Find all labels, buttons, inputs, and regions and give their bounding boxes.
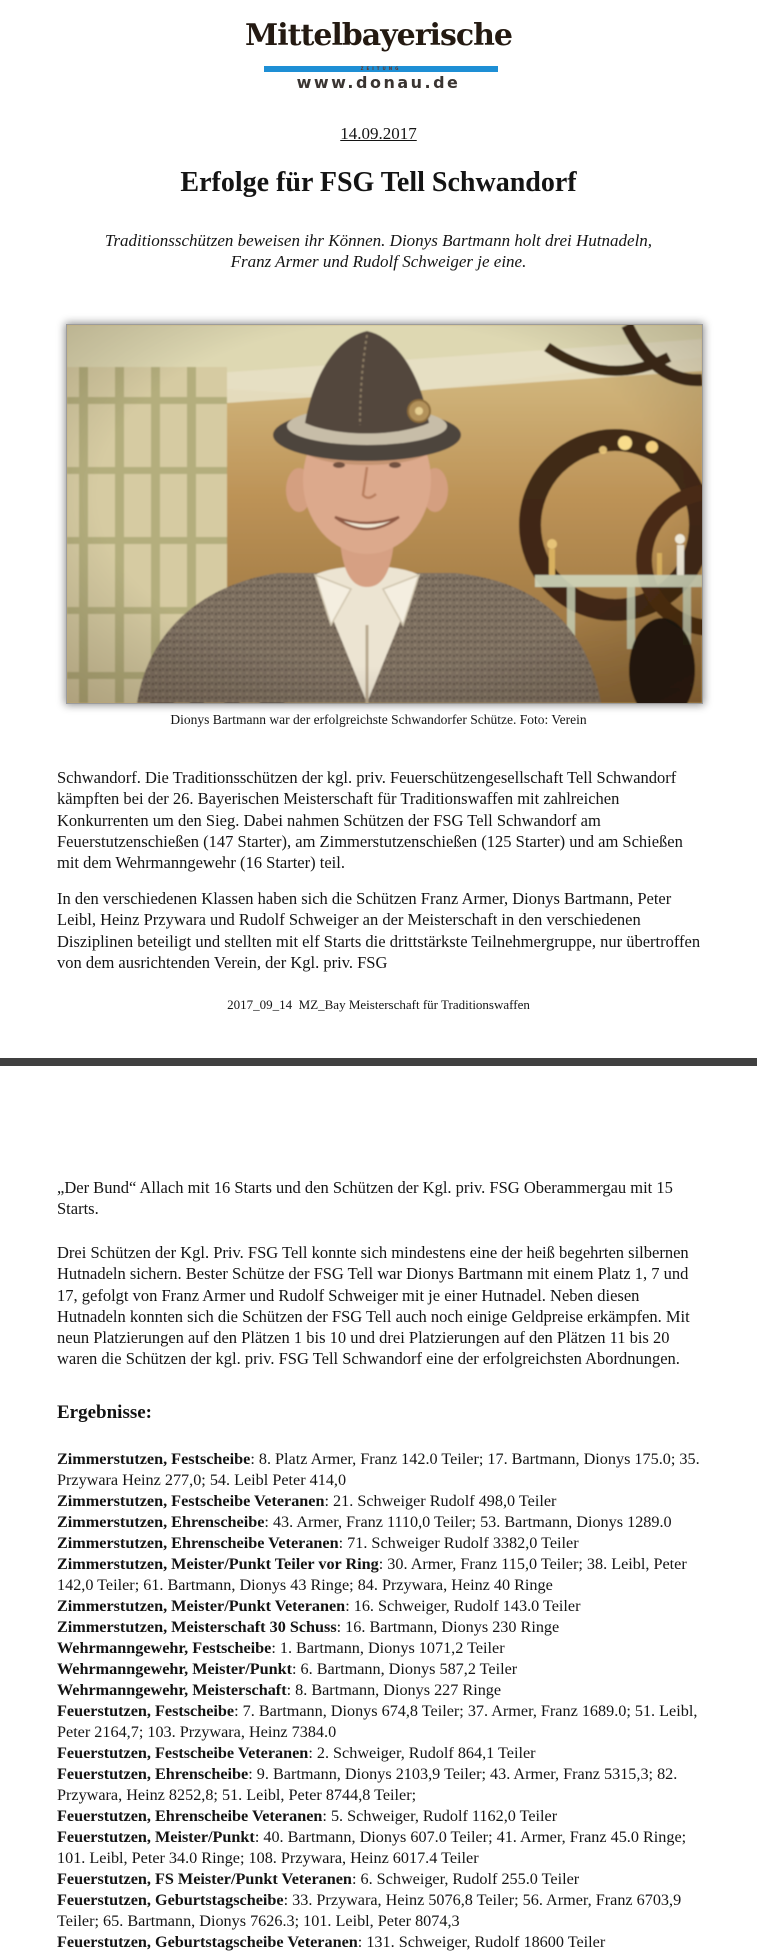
article-subtitle-line: Traditionsschützen beweisen ihr Können. Dionys Bartmann holt drei Hutnadeln, [104,231,653,250]
result-item [57,1449,709,1491]
result-text: : 5. Schweiger, Rudolf 1162,0 Teiler [322,1807,558,1825]
result-item [57,1827,709,1869]
result-text: : 40. Bartmann, Dionys 607.0 Teiler; 41. Armer, Franz 45.0 Ringe; 101. Leibl, Peter 34.0 Ringe; 108. Przywara, Heinz 6017.4 Teiler [57,1828,687,1867]
brand-sub-label: ZEITUNG [360,66,402,71]
result-text: : 9. Bartmann, Dionys 2103,9 Teiler; 43. Armer, Franz 5315,3; 82. Przywara, Heinz 8252,8; 51. Leibl, Peter 8744,8 Teiler; [57,1765,678,1804]
result-label: Wehrmanngewehr, Meister/Punkt [57,1660,293,1678]
result-text: : 2. Schweiger, Rudolf 864,1 Teiler [308,1744,536,1762]
result-text: : 71. Schweiger Rudolf 3382,0 Teiler [338,1534,579,1552]
result-label: Zimmerstutzen, Ehrenscheibe [57,1513,265,1531]
article-date: 14.09.2017 [340,124,417,143]
brand-wordmark: Mittelbayerische [245,18,512,53]
result-text: : 8. Platz Armer, Franz 142.0 Teiler; 17. Bartmann, Dionys 175.0; 35. Przywara Heinz 277,0; 54. Leibl Peter 414,0 [57,1450,700,1489]
result-label: Zimmerstutzen, Ehrenscheibe Veteranen [57,1534,339,1552]
result-text: : 16. Bartmann, Dionys 230 Ringe [336,1618,560,1636]
results-heading: Ergebnisse: [57,1402,152,1423]
result-item [57,1638,709,1659]
result-label: Feuerstutzen, FS Meister/Punkt Veteranen [57,1870,352,1888]
result-text: : 131. Schweiger, Rudolf 18600 Teiler [357,1933,606,1951]
article-subtitle-line: Franz Armer und Rudolf Schweiger je eine. [230,252,527,271]
result-text: : 1. Bartmann, Dionys 1071,2 Teiler [271,1639,505,1657]
result-item [57,1617,709,1638]
body-paragraph-2: In den verschiedenen Klassen haben sich die Schützen Franz Armer, Dionys Bartmann, Peter Leibl, Heinz Przywara und Rudolf Schweiger an der Meisterschaft in den verschiedenen Disziplinen beteiligt und stellten mit elf Starts die drittstärkste Teilnehmergruppe, nur übertroffen von dem ausrichtenden Verein, der Kgl. priv. FSG [57,889,701,972]
result-item [57,1533,709,1554]
result-text: : 16. Schweiger, Rudolf 143.0 Teiler [345,1597,581,1615]
article-photo [66,324,703,704]
result-label: Feuerstutzen, Festscheibe Veteranen [57,1744,309,1762]
brand-bar [264,66,498,72]
result-label: Feuerstutzen, Meister/Punkt [57,1828,255,1846]
result-item [57,1512,709,1533]
photo-caption: Dionys Bartmann war der erfolgreichste Schwandorfer Schütze. Foto: Verein [170,712,587,727]
result-item [57,1806,709,1827]
result-item [57,1701,709,1743]
website-text: www.donau.de [296,73,461,92]
result-item [57,1890,709,1932]
result-text: : 8. Bartmann, Dionys 227 Ringe [286,1681,502,1699]
result-text: : 33. Przywara, Heinz 5076,8 Teiler; 56. Armer, Franz 6703,9 Teiler; 65. Bartmann, Dionys 7626.3; 101. Leibl, Peter 8074,3 [57,1891,682,1930]
result-label: Feuerstutzen, Ehrenscheibe [57,1765,249,1783]
result-label: Feuerstutzen, Festscheibe [57,1702,235,1720]
photo-illustration [67,325,702,703]
result-item [57,1869,709,1890]
result-text: : 43. Armer, Franz 1110,0 Teiler; 53. Bartmann, Dionys 1289.0 [264,1513,672,1531]
body-paragraph-3: „Der Bund“ Allach mit 16 Starts und den Schützen der Kgl. priv. FSG Oberammergau mit 15 Starts. [57,1178,673,1219]
result-text: : 7. Bartmann, Dionys 674,8 Teiler; 37. Armer, Franz 1689.0; 51. Leibl, Peter 2164,7; 103. Przywara, Heinz 7384.0 [57,1702,698,1741]
result-item [57,1680,709,1701]
result-label: Feuerstutzen, Geburtstagscheibe Veteranen [57,1933,358,1951]
result-label: Feuerstutzen, Ehrenscheibe Veteranen [57,1807,323,1825]
result-label: Zimmerstutzen, Festscheibe Veteranen [57,1492,325,1510]
result-label: Zimmerstutzen, Meister/Punkt Veteranen [57,1597,346,1615]
page-footer-note: 2017_09_14 MZ_Bay Meisterschaft für Traditionswaffen [227,997,530,1012]
result-item [57,1764,709,1806]
result-label: Zimmerstutzen, Meisterschaft 30 Schuss [57,1618,337,1636]
body-paragraph-1: Schwandorf. Die Traditionsschützen der kgl. priv. Feuerschützengesellschaft Tell Schwandorf kämpften bei der 26. Bayerischen Meisterschaft für Traditionswaffen mit zahlreichen Konkurrenten um den Sieg. Dabei nahmen Schützen der FSG Tell Schwandorf am Feuerstutzenschießen (147 Starter), am Zimmerstutzenschießen (125 Starter) und am Schießen mit dem Wehrmanngewehr (16 Starter) teil. [57,768,683,873]
result-text: : 6. Bartmann, Dionys 587,2 Teiler [292,1660,518,1678]
article-title: Erfolge für FSG Tell Schwandorf [180,167,577,198]
result-item [57,1659,709,1680]
page-separator [0,1058,757,1066]
result-item [57,1554,709,1596]
result-label: Zimmerstutzen, Festscheibe [57,1450,251,1468]
result-text: : 6. Schweiger, Rudolf 255.0 Teiler [351,1870,580,1888]
result-label: Wehrmanngewehr, Meisterschaft [57,1681,287,1699]
result-text: : 30. Armer, Franz 115,0 Teiler; 38. Leibl, Peter 142,0 Teiler; 61. Bartmann, Dionys 43 Ringe; 84. Przywara, Heinz 40 Ringe [57,1555,687,1594]
result-label: Wehrmanngewehr, Festscheibe [57,1639,272,1657]
results-list [57,1449,709,1953]
body-paragraph-4: Drei Schützen der Kgl. Priv. FSG Tell konnte sich mindestens eine der heiß begehrten silbernen Hutnadeln sichern. Bester Schütze der FSG Tell war Dionys Bartmann mit einem Platz 1, 7 und 17, gefolgt von Franz Armer und Rudolf Schweiger mit je einer Hutnadel. Neben diesen Hutnadeln konnten sich die Schützen der FSG Tell auch noch einige Geldpreise erkämpfen. Mit neun Platzierungen auf den Plätzen 1 bis 10 und drei Platzierungen auf den Plätzen 11 bis 20 waren die Schützen der kgl. priv. FSG Tell Schwandorf eine der erfolgreichsten Abordnungen. [57,1243,690,1369]
result-item [57,1596,709,1617]
result-item [57,1743,709,1764]
article-subtitle [0,230,757,272]
result-item [57,1491,709,1512]
result-label: Feuerstutzen, Geburtstagscheibe [57,1891,284,1909]
result-text: : 21. Schweiger Rudolf 498,0 Teiler [324,1492,557,1510]
result-label: Zimmerstutzen, Meister/Punkt Teiler vor Ring [57,1555,379,1573]
result-item [57,1932,709,1953]
